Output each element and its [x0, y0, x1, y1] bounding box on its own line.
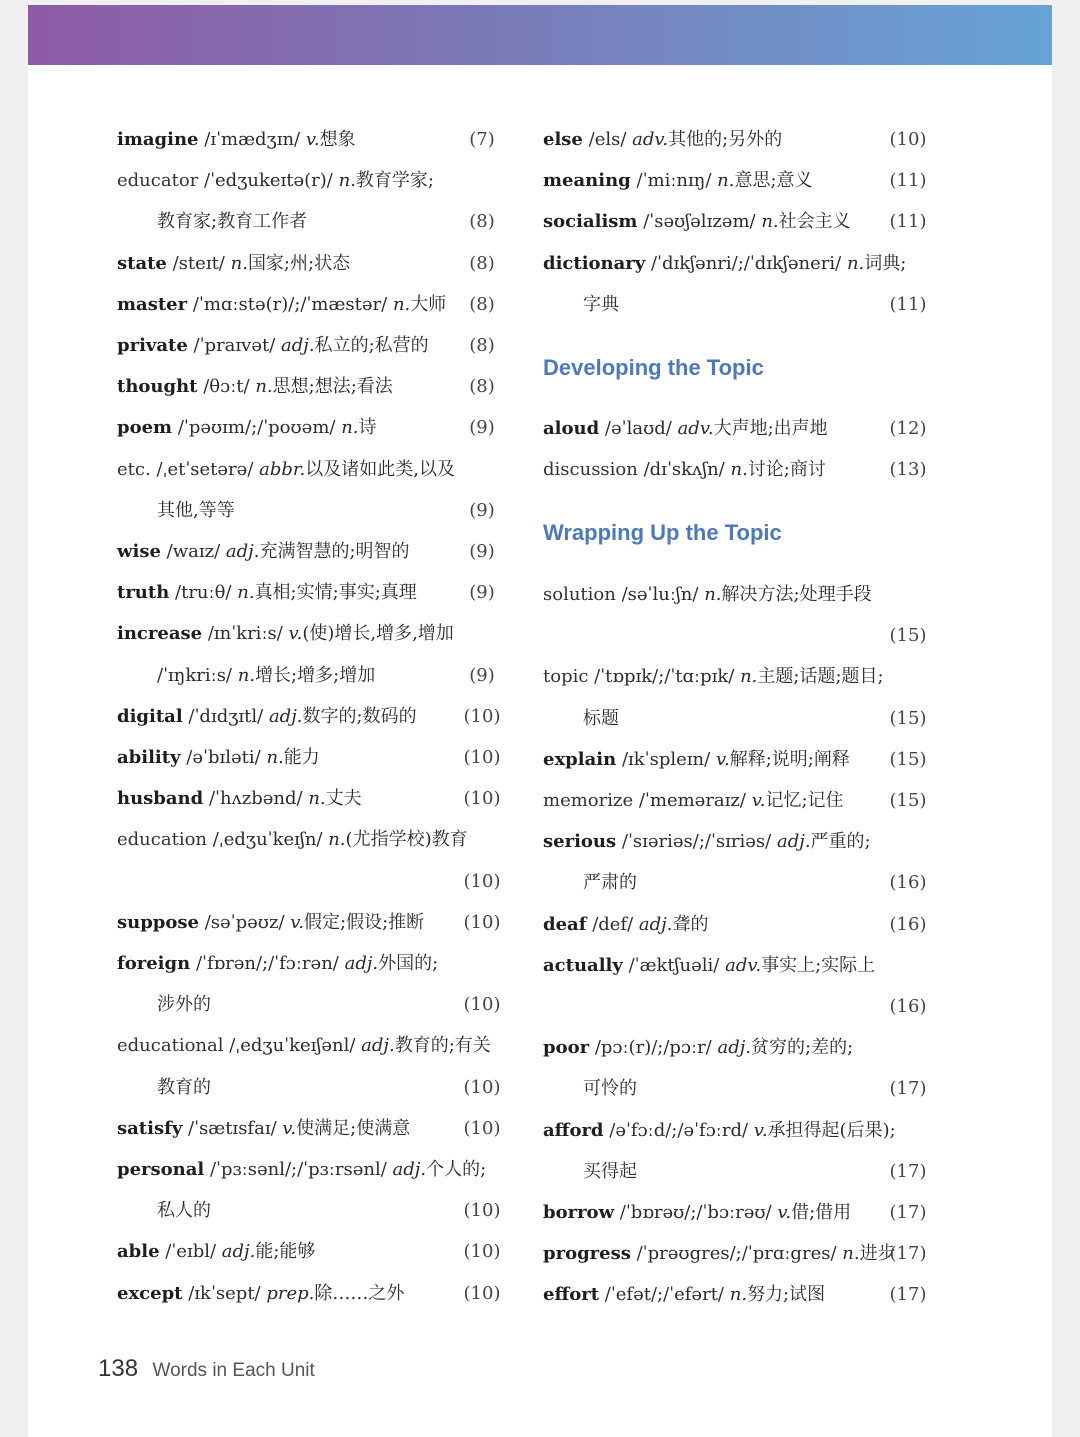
vocab-part-of-speech: n. [328, 829, 346, 851]
vocab-part-of-speech: adj. [281, 335, 315, 356]
vocab-entry [117, 906, 503, 940]
vocab-unit-number: (15) [889, 790, 927, 811]
vocab-unit-number: (10) [463, 1200, 501, 1222]
vocab-phonetic: /ˈæktʃuəli/ [628, 954, 720, 976]
vocab-word: poor [543, 1037, 590, 1059]
vocab-part-of-speech: v. [715, 748, 730, 770]
vocab-word: aloud [543, 418, 600, 439]
vocab-definition: 个人的; [426, 1159, 487, 1180]
vocab-definition: 进步 [859, 1243, 896, 1265]
vocab-definition: 解释;说明;阐释 [729, 748, 850, 770]
vocab-unit-number: (10) [463, 1117, 501, 1139]
vocab-entry [543, 743, 929, 777]
vocab-entry [583, 702, 929, 736]
vocab-definition: 涉外的 [157, 994, 211, 1016]
vocab-phonetic: /dɪˈskʌʃn/ [643, 459, 725, 481]
vocab-phonetic: /ˈɪŋkriːs/ [157, 664, 232, 686]
vocab-entry [543, 825, 929, 859]
vocab-unit-number: (8) [469, 252, 495, 274]
vocab-entry [117, 700, 503, 734]
vocab-word: digital [117, 705, 183, 727]
vocab-entry [543, 453, 929, 487]
right-column [543, 5, 933, 1335]
vocab-definition: 私人的 [157, 1200, 211, 1222]
vocab-phonetic: /əˈfɔːd/;/əˈfɔːrd/ [609, 1119, 749, 1141]
vocab-entry [583, 990, 929, 1024]
vocab-unit-number: (17) [889, 1243, 927, 1265]
vocab-unit-number: (12) [889, 418, 927, 439]
vocab-part-of-speech: adj. [344, 953, 379, 974]
vocab-definition: 社会主义 [778, 211, 851, 233]
vocab-phonetic: /ˌetˈsetərə/ [156, 458, 254, 480]
vocab-part-of-speech: n. [230, 252, 248, 274]
vocab-phonetic: /ˈsəʊʃəlɪzəm/ [643, 211, 756, 233]
vocab-entry [543, 578, 929, 612]
vocab-entry [157, 494, 503, 528]
vocab-word: deaf [543, 913, 587, 935]
vocab-part-of-speech: n. [730, 459, 748, 481]
vocab-word: progress [543, 1243, 631, 1265]
vocab-entry [117, 453, 503, 487]
vocab-definition: 严肃的 [583, 872, 637, 894]
vocab-entry [543, 123, 929, 157]
vocab-phonetic: /θɔːt/ [203, 376, 250, 398]
vocab-phonetic: /ˈsætɪsfaɪ/ [188, 1117, 277, 1139]
vocab-definition: 外国的; [378, 953, 439, 974]
vocab-definition: 其他的;另外的 [668, 129, 783, 150]
vocab-unit-number: (10) [463, 1241, 501, 1263]
vocab-word: serious [543, 831, 617, 853]
vocab-word: poem [117, 417, 173, 439]
page-footer [98, 1355, 315, 1383]
vocab-entry [583, 1072, 929, 1106]
vocab-phonetic: /truːθ/ [175, 582, 232, 604]
vocab-part-of-speech: n. [729, 1284, 748, 1306]
vocab-word: foreign [117, 953, 191, 974]
vocab-definition: 丈夫 [325, 788, 362, 810]
vocab-definition: 严重的; [810, 831, 871, 853]
vocab-entry [117, 1277, 503, 1311]
vocab-unit-number: (15) [889, 625, 927, 647]
vocab-unit-number: (7) [469, 129, 495, 150]
vocab-entry [117, 576, 503, 610]
vocab-definition: 真相;实情;事实;真理 [254, 582, 417, 604]
vocab-entry [543, 908, 929, 942]
vocab-entry [543, 660, 929, 694]
vocab-unit-number: (10) [463, 870, 501, 892]
vocab-entry [543, 1114, 929, 1148]
vocab-word: private [117, 335, 188, 356]
vocab-phonetic: /ˈpɜːsənl/;/ˈpɜːrsənl/ [209, 1159, 387, 1180]
vocab-definition: 事实上;实际上 [761, 954, 876, 976]
vocab-definition: 教育家;教育工作者 [157, 211, 308, 233]
vocab-phonetic: /ˈtɒpɪk/;/ˈtɑːpɪk/ [594, 666, 735, 688]
vocab-word: satisfy [117, 1117, 183, 1139]
vocab-phonetic: /ˈmeməraɪz/ [638, 790, 746, 811]
vocab-definition: 讨论;商讨 [747, 459, 826, 481]
vocab-definition: 以及诸如此类,以及 [305, 458, 455, 480]
vocab-definition: 充满智慧的;明智的 [259, 541, 410, 562]
vocab-unit-number: (9) [469, 417, 495, 439]
vocab-part-of-speech: v. [305, 129, 320, 150]
vocab-definition: 聋的 [672, 913, 709, 935]
vocab-definition: 国家;州;状态 [247, 252, 351, 274]
vocab-phonetic: /ˈefət/;/ˈefərt/ [604, 1284, 724, 1306]
vocab-word: discussion [543, 459, 638, 481]
vocab-entry [117, 1112, 503, 1146]
vocab-phonetic: /ˈhʌzbənd/ [208, 788, 303, 810]
vocab-definition: 能力 [283, 747, 320, 768]
vocab-entry [117, 329, 503, 363]
vocab-definition: 买得起 [583, 1160, 637, 1182]
vocab-word: education [117, 829, 207, 851]
vocab-definition: 诗 [358, 417, 377, 439]
vocab-definition: 增长;增多;增加 [255, 664, 376, 686]
vocab-definition: (使)增长,增多,增加 [302, 623, 454, 645]
vocab-word: memorize [543, 790, 634, 811]
vocab-unit-number: (9) [469, 664, 495, 686]
vocab-part-of-speech: n. [704, 584, 722, 605]
vocab-phonetic: /els/ [588, 129, 627, 150]
vocab-word: effort [543, 1284, 600, 1306]
vocab-word: educational [117, 1035, 224, 1057]
vocab-part-of-speech: adv. [725, 954, 762, 976]
vocab-phonetic: /əˈbɪləti/ [186, 747, 261, 768]
vocab-unit-number: (9) [469, 499, 495, 521]
vocab-phonetic: /ˈdɪdʒɪtl/ [188, 705, 264, 727]
vocab-phonetic: /ˈedʒukeɪtə(r)/ [204, 170, 333, 192]
vocab-unit-number: (10) [463, 747, 501, 768]
vocab-unit-number: (16) [889, 872, 927, 894]
vocab-part-of-speech: adv. [632, 129, 669, 150]
vocab-entry [157, 865, 503, 899]
vocab-definition: 借;借用 [791, 1202, 852, 1223]
vocab-definition: 贫穷的;差的; [751, 1037, 854, 1059]
vocab-entry [543, 949, 929, 983]
vocab-entry [117, 164, 503, 198]
vocab-entry [583, 288, 929, 322]
vocab-phonetic: /steɪt/ [172, 252, 225, 274]
vocab-phonetic: /ˈsɪəriəs/;/ˈsɪriəs/ [621, 831, 772, 853]
vocab-word: etc. [117, 458, 151, 480]
vocab-entry [543, 784, 929, 818]
vocab-entry [117, 247, 503, 281]
vocab-definition: 其他,等等 [157, 499, 235, 521]
vocab-unit-number: (10) [463, 1076, 501, 1098]
vocab-definition: 数字的;数码的 [302, 705, 417, 727]
vocab-part-of-speech: v. [751, 790, 766, 811]
vocab-phonetic: /ˈmɑːstə(r)/;/ˈmæstər/ [192, 293, 388, 315]
vocab-phonetic: /səˈluːʃn/ [621, 584, 699, 605]
vocab-entry [117, 288, 503, 322]
vocab-entry [117, 782, 503, 816]
vocab-word: able [117, 1241, 160, 1263]
vocab-unit-number: (17) [889, 1078, 927, 1100]
page-number: 138 [98, 1355, 139, 1382]
vocab-part-of-speech: adv. [677, 418, 714, 439]
vocab-entry [583, 619, 929, 653]
vocab-definition: 字典 [583, 293, 619, 315]
vocab-entry [543, 412, 929, 446]
vocab-part-of-speech: v. [288, 623, 303, 645]
vocab-entry [583, 866, 929, 900]
vocab-word: truth [117, 582, 170, 604]
vocab-part-of-speech: n. [237, 582, 255, 604]
vocab-phonetic: /ˈdɪkʃənri/;/ˈdɪkʃəneri/ [650, 252, 842, 274]
vocab-entry [583, 1155, 929, 1189]
vocab-phonetic: /ˈprəʊgres/;/ˈprɑːgres/ [636, 1243, 837, 1265]
vocab-word: thought [117, 376, 198, 398]
vocab-part-of-speech: v. [282, 1117, 297, 1139]
vocab-entry [117, 823, 503, 857]
vocab-phonetic: /ɪkˈspleɪn/ [621, 748, 711, 770]
vocab-entry [157, 659, 503, 693]
vocab-entry [543, 1031, 929, 1065]
vocab-entry [157, 1071, 503, 1105]
vocab-unit-number: (17) [889, 1160, 927, 1182]
vocab-word: meaning [543, 170, 631, 192]
vocab-unit-number: (10) [463, 788, 501, 810]
vocab-part-of-speech: adj. [361, 1035, 395, 1057]
vocab-entry [117, 370, 503, 404]
vocab-phonetic: /def/ [592, 913, 634, 935]
vocab-entry [117, 1153, 503, 1187]
vocab-word: ability [117, 747, 181, 768]
vocab-definition: 标题 [583, 707, 619, 729]
vocab-definition: 努力;试图 [747, 1284, 826, 1306]
vocab-part-of-speech: n. [761, 211, 779, 233]
vocab-entry [543, 1237, 929, 1271]
vocab-entry [117, 947, 503, 981]
vocab-unit-number: (15) [889, 707, 927, 729]
vocab-word: explain [543, 748, 617, 770]
vocab-part-of-speech: n. [846, 252, 865, 274]
vocab-part-of-speech: adj. [268, 705, 303, 727]
vocab-definition: 记忆;记住 [765, 790, 844, 811]
footer-title: Words in Each Unit [152, 1360, 315, 1381]
vocab-phonetic: /ˈmiːnɪŋ/ [636, 170, 712, 192]
vocab-entry [117, 535, 503, 569]
vocab-entry [543, 205, 929, 239]
vocab-part-of-speech: v. [777, 1202, 792, 1223]
vocab-word: else [543, 129, 583, 150]
vocab-phonetic: /ɪkˈsept/ [188, 1282, 261, 1304]
vocab-definition: 教育的;有关 [394, 1035, 491, 1057]
vocab-part-of-speech: v. [290, 911, 305, 933]
vocab-part-of-speech: n. [255, 376, 273, 398]
vocab-entry [157, 1194, 503, 1228]
vocab-phonetic: /ˈbɒrəʊ/;/ˈbɔːrəʊ/ [619, 1202, 772, 1223]
vocab-unit-number: (10) [889, 129, 927, 150]
vocab-definition: 意思;意义 [734, 170, 813, 192]
vocab-unit-number: (17) [889, 1284, 927, 1306]
vocab-part-of-speech: adj. [638, 913, 673, 935]
vocab-entry [117, 1235, 503, 1269]
vocab-word: state [117, 252, 167, 274]
vocab-unit-number: (16) [889, 996, 927, 1017]
vocab-definition: 教育学家; [355, 170, 434, 192]
vocab-part-of-speech: adj. [392, 1159, 427, 1180]
page [28, 5, 1052, 1437]
vocab-entry [117, 1029, 503, 1063]
vocab-word: wise [117, 541, 161, 562]
vocab-part-of-speech: n. [338, 170, 356, 192]
vocab-definition: 私立的;私营的 [314, 335, 429, 356]
vocab-entry [117, 123, 503, 157]
vocab-word: suppose [117, 911, 199, 933]
vocab-part-of-speech: adj. [717, 1037, 752, 1059]
vocab-entry [543, 1196, 929, 1230]
vocab-unit-number: (15) [889, 748, 927, 770]
vocab-part-of-speech: n. [842, 1243, 860, 1265]
vocab-entry [543, 164, 929, 198]
vocab-part-of-speech: v. [753, 1119, 768, 1141]
vocab-word: socialism [543, 211, 638, 233]
vocab-definition: 主题;话题;题目; [757, 666, 884, 688]
vocab-phonetic: /ˌedʒuˈkeɪʃənl/ [229, 1035, 356, 1057]
vocab-entry [117, 617, 503, 651]
vocab-definition: (尤指学校)教育 [345, 829, 468, 851]
vocab-unit-number: (8) [469, 211, 495, 233]
vocab-unit-number: (10) [463, 1282, 501, 1304]
vocab-unit-number: (8) [469, 376, 495, 398]
vocab-unit-number: (8) [469, 293, 495, 315]
vocab-part-of-speech: n. [237, 664, 256, 686]
vocab-word: imagine [117, 129, 199, 150]
vocab-part-of-speech: prep. [266, 1282, 315, 1304]
vocab-definition: 思想;想法;看法 [272, 376, 393, 398]
vocab-part-of-speech: n. [266, 747, 284, 768]
vocab-part-of-speech: n. [308, 788, 326, 810]
vocab-phonetic: /pɔː(r)/;/pɔːr/ [594, 1037, 712, 1059]
vocab-phonetic: /əˈlaʊd/ [604, 418, 672, 439]
vocab-definition: 词典; [864, 252, 907, 274]
vocab-definition: 想象 [319, 129, 356, 150]
vocab-word: husband [117, 788, 204, 810]
section-heading-developing: Developing the Topic [543, 355, 764, 380]
vocab-definition: 假定;假设;推断 [304, 911, 425, 933]
vocab-unit-number: (16) [889, 913, 927, 935]
vocab-definition: 大师 [410, 293, 447, 315]
vocab-word: actually [543, 954, 623, 976]
vocab-word: solution [543, 584, 616, 605]
vocab-part-of-speech: adj. [221, 1241, 256, 1263]
section-heading-wrapping: Wrapping Up the Topic [543, 520, 782, 545]
vocab-definition: 使满足;使满意 [296, 1117, 411, 1139]
vocab-phonetic: /səˈpəʊz/ [204, 911, 285, 933]
vocab-word: except [117, 1282, 183, 1304]
vocab-entry [157, 988, 503, 1022]
vocab-definition: 能;能够 [255, 1241, 316, 1263]
vocab-unit-number: (9) [469, 541, 495, 562]
vocab-phonetic: /ɪnˈkriːs/ [207, 623, 283, 645]
vocab-entry [117, 411, 503, 445]
vocab-unit-number: (11) [889, 170, 927, 192]
vocab-unit-number: (10) [463, 994, 501, 1016]
vocab-phonetic: /ˈeɪbl/ [165, 1241, 217, 1263]
vocab-unit-number: (10) [463, 911, 501, 933]
vocab-phonetic: /ˈpəʊɪm/;/ˈpoʊəm/ [177, 417, 336, 439]
left-column [117, 5, 507, 1335]
vocab-part-of-speech: n. [740, 666, 758, 688]
vocab-word: educator [117, 170, 199, 192]
vocab-part-of-speech: adj. [776, 831, 811, 853]
vocab-unit-number: (11) [889, 211, 927, 233]
vocab-unit-number: (8) [469, 335, 495, 356]
vocab-part-of-speech: n. [341, 417, 359, 439]
vocab-phonetic: /ˈpraɪvət/ [193, 335, 276, 356]
vocab-entry [543, 247, 929, 281]
vocab-word: topic [543, 666, 589, 688]
vocab-part-of-speech: n. [717, 170, 735, 192]
vocab-word: borrow [543, 1202, 615, 1223]
vocab-word: dictionary [543, 252, 646, 274]
vocab-entry [157, 205, 503, 239]
vocab-unit-number: (10) [463, 705, 501, 727]
vocab-definition: 教育的 [157, 1076, 211, 1098]
vocab-word: increase [117, 623, 203, 645]
vocab-entry [117, 741, 503, 775]
vocab-unit-number: (17) [889, 1202, 927, 1223]
vocab-phonetic: /ˌedʒuˈkeɪʃn/ [212, 829, 323, 851]
vocab-phonetic: /waɪz/ [166, 541, 221, 562]
vocab-definition: 解决方法;处理手段 [721, 584, 872, 605]
vocab-definition: 承担得起(后果); [767, 1119, 896, 1141]
vocab-part-of-speech: adj. [225, 541, 260, 562]
vocab-part-of-speech: abbr. [259, 458, 306, 480]
vocab-phonetic: /ˈfɒrən/;/ˈfɔːrən/ [195, 953, 339, 974]
vocab-definition: 除……之外 [314, 1282, 405, 1304]
vocab-definition: 可怜的 [583, 1078, 637, 1100]
vocab-word: master [117, 293, 188, 315]
vocab-entry [543, 1278, 929, 1312]
vocab-part-of-speech: n. [392, 293, 411, 315]
vocab-word: personal [117, 1159, 205, 1180]
vocab-definition: 大声地;出声地 [713, 418, 828, 439]
vocab-phonetic: /ɪˈmædʒɪn/ [204, 129, 301, 150]
vocab-word: afford [543, 1119, 604, 1141]
vocab-unit-number: (9) [469, 582, 495, 604]
vocab-unit-number: (13) [889, 459, 927, 481]
vocab-unit-number: (11) [889, 293, 927, 315]
